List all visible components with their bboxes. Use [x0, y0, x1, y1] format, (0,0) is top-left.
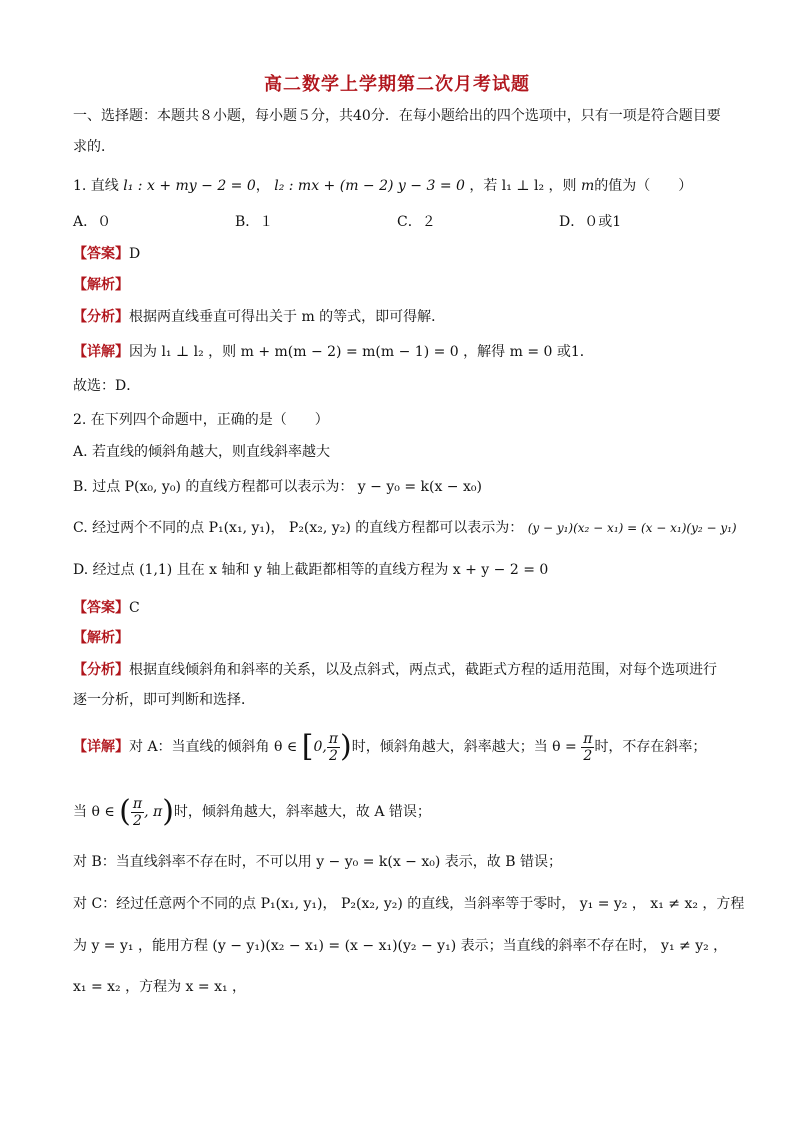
- q2-detail-a2: [73, 793, 431, 831]
- q2-answer-value: C: [129, 600, 140, 616]
- q1-prefix: 1. 直线: [73, 178, 119, 194]
- q1-variable: m: [580, 178, 595, 194]
- frac-den-c: 2: [133, 812, 142, 829]
- question-1-stem: [73, 176, 692, 196]
- q2-answer: [73, 598, 140, 618]
- q2-detail-tag: 【详解】: [73, 739, 129, 755]
- q2-fenxi-line1: [73, 660, 717, 680]
- frac-den-b: 2: [583, 747, 593, 764]
- interval2-right-value: , π: [144, 804, 163, 820]
- q1-option-d: D．０或1: [559, 214, 622, 230]
- q2-analysis-tag: [73, 628, 129, 648]
- q1-option-c: C．２: [397, 214, 436, 230]
- q1-answer-tag: 【答案】: [73, 246, 129, 262]
- q1-fenxi-text: 根据两直线垂直可得出关于 m 的等式，即可得解．: [129, 309, 446, 325]
- q1-fenxi: [73, 307, 445, 327]
- q1-fenxi-tag: 【分析】: [73, 309, 129, 325]
- q2-detail-a2-pre: 当 θ ∈: [73, 804, 115, 820]
- q2-detail-a1-mid: 时，倾斜角越大，斜率越大；当 θ =: [351, 739, 577, 755]
- q2-detail-c3: x₁ = x₂ ，方程为 x = x₁ ，: [73, 979, 247, 995]
- q1-option-a: A．０: [73, 214, 112, 230]
- section-instructions-line2: 求的．: [73, 139, 115, 155]
- fraction-pi-over-2-c: [131, 796, 144, 829]
- interval-left-value: 0,: [313, 739, 327, 755]
- q1-analysis-label: 【解析】: [73, 277, 129, 293]
- fraction-pi-over-2: [327, 731, 340, 764]
- q2-detail-a1-post: 时，不存在斜率；: [594, 739, 707, 755]
- q2-option-c-text: C. 经过两个不同的点 P₁(x₁, y₁)， P₂(x₂, y₂) 的直线方程都可以表示为：: [73, 520, 524, 536]
- section-instructions-line1: 一、选择题：本题共８小题，每小题５分，共40分．在每小题给出的四个选项中，只有一项是符合题目要: [73, 108, 721, 124]
- question-1-options: [73, 212, 723, 232]
- interval2-right-paren: ): [162, 794, 174, 829]
- q1-answer: [73, 244, 140, 264]
- q2-analysis-label: 【解析】: [73, 630, 129, 646]
- q2-detail-a2-post: 时，倾斜角越大，斜率越大，故 A 错误；: [173, 804, 431, 820]
- q1-detail: [73, 342, 594, 362]
- frac-den: 2: [328, 747, 338, 764]
- interval-right-paren: ): [340, 729, 352, 764]
- q2-option-d: D. 经过点 (1,1) 且在 x 轴和 y 轴上截距都相等的直线方程为 x + y − 2 = 0: [73, 562, 549, 578]
- q1-answer-value: D: [129, 246, 141, 262]
- q2-option-c-equation: (y − y₁)(x₂ − x₁) = (x − x₁)(y₂ − y₁): [527, 521, 737, 535]
- q2-detail-a1-pre: 对 A：当直线的倾斜角 θ ∈: [129, 739, 298, 755]
- interval2-left-paren: (: [119, 794, 131, 829]
- q1-line-l2: l₂ : mx + (m − 2) y − 3 = 0: [274, 178, 465, 194]
- q1-sep: ，: [255, 178, 270, 194]
- q2-option-b: B. 过点 P(x₀, y₀) 的直线方程都可以表示为： y − y₀ = k(x − x₀): [73, 479, 482, 495]
- fraction-pi-over-2-b: [581, 731, 594, 764]
- interval-left-bracket: [: [301, 729, 314, 764]
- q2-detail-b: 对 B：当直线斜率不存在时，不可以用 y − y₀ = k(x − x₀) 表示，故 B 错误；: [73, 854, 562, 870]
- q2-detail-c1: 对 C：经过任意两个不同的点 P₁(x₁, y₁)， P₂(x₂, y₂) 的直线，当斜率等于零时， y₁ = y₂ ， x₁ ≠ x₂ ，方程: [73, 896, 745, 912]
- q2-fenxi-line2: 逐一分析，即可判断和选择．: [73, 692, 255, 708]
- q1-analysis-tag: [73, 275, 129, 295]
- q2-fenxi-text1: 根据直线倾斜角和斜率的关系，以及点斜式，两点式，截距式方程的适用范围，对每个选项进行: [129, 662, 717, 678]
- q1-detail-tag: 【详解】: [73, 344, 129, 360]
- frac-num: π: [328, 730, 338, 747]
- frac-num-c: π: [132, 795, 143, 812]
- q2-detail-a1: [73, 728, 706, 766]
- question-2-stem: 2. 在下列四个命题中，正确的是（ ）: [73, 412, 329, 428]
- q2-fenxi-tag: 【分析】: [73, 662, 129, 678]
- page-title: 高二数学上学期第二次月考试题: [264, 74, 530, 95]
- q2-answer-tag: 【答案】: [73, 600, 129, 616]
- q2-option-c: [73, 518, 737, 538]
- q1-line-l1: l₁ : x + my − 2 = 0: [123, 178, 256, 194]
- frac-num-b: π: [583, 730, 593, 747]
- q1-conclusion: 故选：D．: [73, 378, 141, 394]
- q2-detail-c2: 为 y = y₁ ，能用方程 (y − y₁)(x₂ − x₁) = (x − x₁)(y₂ − y₁) 表示；当直线的斜率不存在时， y₁ ≠ y₂ ，: [73, 938, 728, 954]
- q1-condition: ，若 l₁ ⊥ l₂ ，则: [469, 178, 577, 194]
- q1-option-b: B．１: [235, 214, 274, 230]
- q1-detail-text: 因为 l₁ ⊥ l₂ ，则 m + m(m − 2) = m(m − 1) = 0 ，解得 m = 0 或1．: [129, 344, 594, 360]
- q2-option-a: A. 若直线的倾斜角越大，则直线斜率越大: [73, 444, 331, 460]
- q1-suffix: 的值为（ ）: [594, 178, 693, 194]
